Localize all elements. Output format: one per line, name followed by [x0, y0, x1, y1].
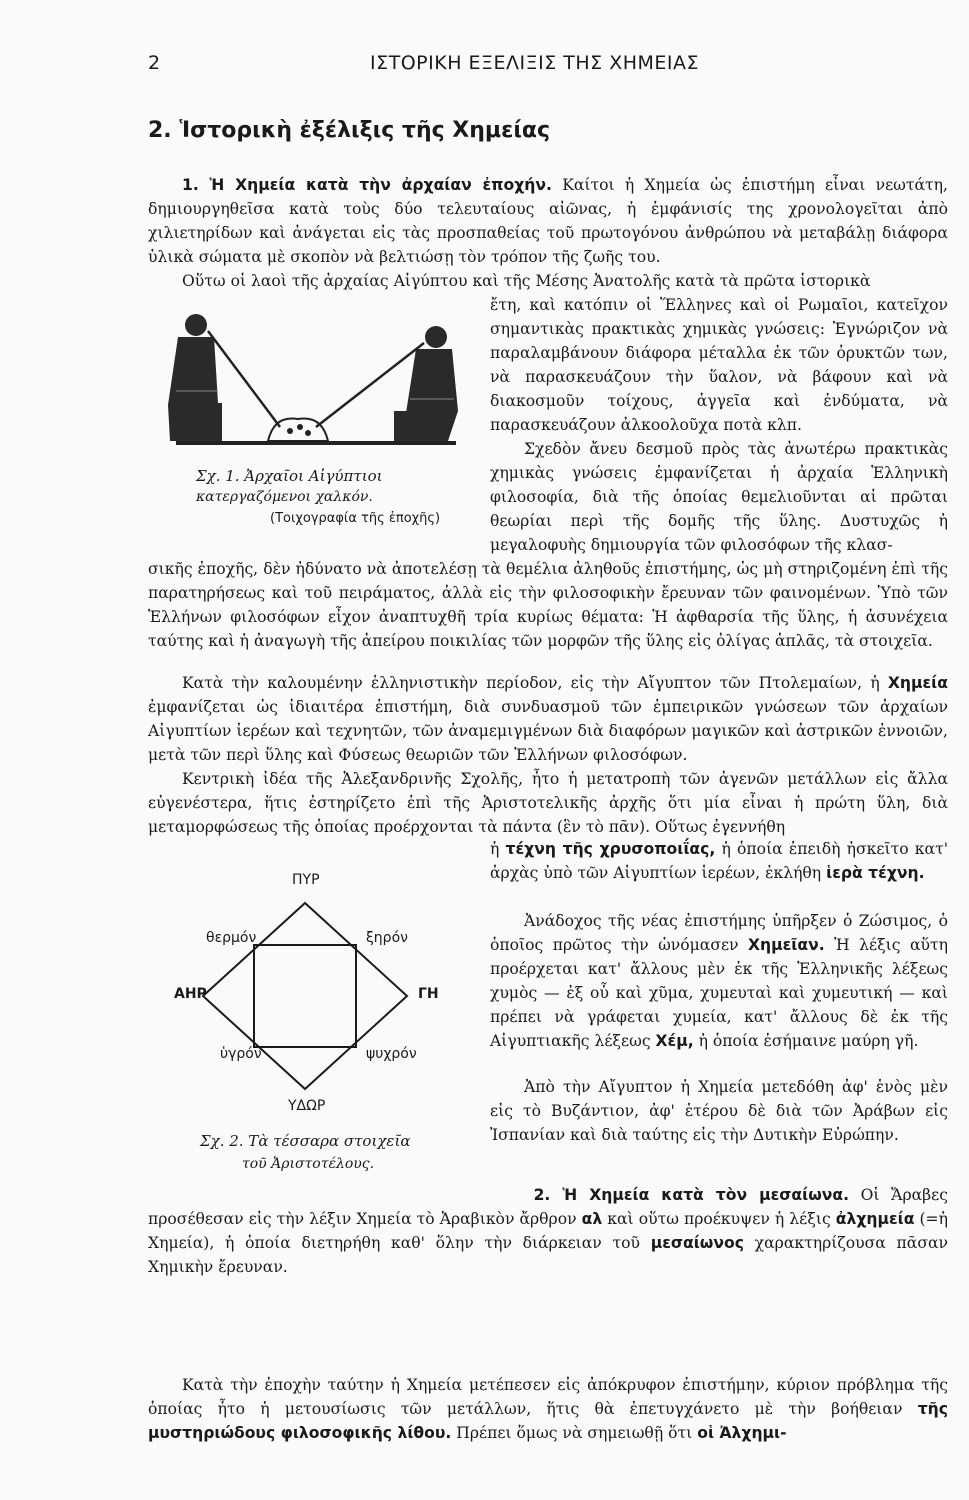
section1-paragraph6	[490, 910, 948, 1053]
section2-heading: 2. Ἡ Χημεία κατὰ τὸν μεσαίωνα.	[533, 1186, 850, 1204]
figure2-caption-line1: Σχ. 2. Τὰ τέσσαρα στοιχεῖα	[200, 1132, 411, 1150]
section2-p2-bold1: τῆς μυστηριώδους φιλοσοφικῆς λίθου.	[148, 1399, 948, 1442]
section1-p6-s1: Ἀνάδοχος τῆς νέας ἐπιστήμης ὑπῆρξεν ὁ Ζώσιμος, ὁ ὁποῖος πρῶτος τὴν ὠνόμασεν	[490, 912, 948, 954]
section2-p2-bold2: οἱ Ἀλχημι-	[697, 1423, 787, 1442]
figure2-quality-hot: θερμόν	[206, 930, 257, 946]
section2-p1-s1: Οἱ Ἄραβες προσέθεσαν εἰς τὴν λέξιν Χημεία τὸ Ἀραβικὸν ἄρθρον	[148, 1186, 948, 1228]
section2-p1-s2: καὶ οὕτω προέκυψεν ἡ λέξις	[607, 1209, 831, 1228]
section1-paragraph5-side	[490, 838, 948, 886]
section1-paragraph2-side: ἔτη, καὶ κατόπιν οἱ Ἕλληνες καὶ οἱ Ρωμαῖοι, κατεῖχον σημαντικὰς πρακτικὰς χημικὰς γνώσεις: Ἐγνώριζον νὰ παραλαμβάνουν διάφορα μέταλλα ἐκ τῶν ὀρυκτῶν των, νὰ παρασκευάζουν τὴν ὕαλον, νὰ βάφουν καὶ νὰ διακοσμοῦν τοίχους, ἀγγεῖα καὶ ἐνδύματα, νὰ παρασκευάζουν ἀλκοολοῦχα ποτὰ κλπ.	[490, 296, 948, 434]
section1-p4-start: Κατὰ τὴν καλουμένην ἑλληνιστικὴν περίοδον, εἰς τὴν Αἴγυπτον τῶν Πτολεμαίων, ἡ	[182, 674, 880, 692]
running-header	[148, 52, 948, 82]
section1-p1-text: Καίτοι ἡ Χημεία ὡς ἐπιστήμη εἶναι νεωτάτη, δημιουργηθεῖσα κατὰ τοὺς δύο τελευταίους αἰῶνας, ἡ ἐμφάνισίς της χρονολογεῖται ἀπὸ χιλιετηρίδων καὶ ἀνάγεται εἰς τὰς προσπαθείας τοῦ πρωτογόνου ἀνθρώπου νὰ μεταβάλῃ διάφορα ὑλικὰ σώματα μὲ σκοπὸν νὰ βελτιώσῃ τὸν τρόπον τῆς ζωῆς του.	[148, 176, 948, 266]
figure1-source-note: (Τοιχογραφία τῆς ἐποχῆς)	[270, 511, 441, 526]
section1-p5-s2: ἡ ὁποία ἐπειδὴ ἠσκεῖτο κατ' ἀρχὰς ὑπὸ τῶν Αἰγυπτίων ἱερέων, ἐκλήθη	[490, 840, 948, 882]
section1-paragraph5-full: Κεντρικὴ ἰδέα τῆς Ἀλεξανδρινῆς Σχολῆς, ἦτο ἡ μετατροπὴ τῶν ἀγενῶν μετάλλων εἰς ἄλλα εὐγενέστερα, ἥτις ἐστηρίζετο ἐπὶ τῆς Ἀριστοτελικῆς ἀρχῆς ὅτι μία εἶναι ἡ πρώτη ὕλη, διὰ μεταμορφώσεως τῆς ὁποίας προέρχονται τὰ πάντα (ἓν τὸ πᾶν). Οὕτως ἐγεννήθη	[148, 770, 948, 836]
chapter-title: 2. Ἱστορικὴ ἐξέλιξις τῆς Χημείας	[148, 118, 551, 143]
section1-p6-s2: Ἡ λέξις αὕτη προέρχεται κατ' ἄλλους μὲν ἐκ τῆς Ἑλληνικῆς λέξεως χυμὸς — ἐξ οὗ καὶ χῦμα, χυμευταὶ καὶ χυμευτική — καὶ πρέπει νὰ γράφεται χυμεία, κατ' ἄλλους δὲ ἐκ τῆς Αἰγυπτιακῆς λέξεως	[490, 935, 948, 1050]
section2-paragraph2	[148, 1374, 948, 1446]
section1-p5-s1: ἡ	[490, 840, 500, 858]
page-number: 2	[148, 52, 161, 74]
section2-paragraph1	[148, 1184, 948, 1280]
figure2-label-fire: ΠΥΡ	[292, 872, 320, 888]
section1-p5-bold1: τέχνη τῆς χρυσοποιΐας,	[505, 840, 716, 858]
figure1-caption-line1: Σχ. 1. Ἀρχαῖοι Αἰγύπτιοι	[196, 467, 383, 485]
section1-p5-bold2: ἱερὰ τέχνη.	[826, 863, 925, 882]
section2-p1-s4: χαρακτηρίζουσα πᾶσαν Χημικὴν ἔρευναν.	[148, 1233, 948, 1276]
section1-p6-bold2: Χέμ,	[655, 1031, 694, 1050]
section1-p4-bold: Χημεία	[887, 674, 948, 692]
figure2-quality-dry: ξηρόν	[366, 930, 408, 946]
figure2-caption-line2: τοῦ Ἀριστοτέλους.	[242, 1156, 375, 1172]
figure2-quality-wet: ὑγρόν	[220, 1046, 262, 1062]
section2-p1-bold2: ἀλχημεία	[835, 1209, 915, 1228]
section1-paragraph7: Ἀπὸ τὴν Αἴγυπτον ἡ Χημεία μετεδόθη ἀφ' ἑνὸς μὲν εἰς τὸ Βυζάντιον, ἀφ' ἑτέρου δὲ διὰ τῶν Ἀράβων εἰς Ἰσπανίαν καὶ διὰ ταύτης εἰς τὴν Δυτικὴν Εὐρώπην.	[490, 1078, 948, 1144]
section1-p6-bold1: Χημεῖαν.	[748, 935, 825, 954]
section1-heading: 1. Ἡ Χημεία κατὰ τὴν ἀρχαίαν ἐποχήν.	[182, 176, 552, 194]
section2-p1-bold1: αλ	[581, 1209, 603, 1228]
section1-paragraph2-line: Οὕτω οἱ λαοὶ τῆς ἀρχαίας Αἰγύπτου καὶ τῆς Μέσης Ἀνατολῆς κατὰ τὰ πρῶτα ἱστορικὰ	[182, 272, 871, 290]
running-title: ΙΣΤΟΡΙΚΗ ΕΞΕΛΙΞΙΣ ΤΗΣ ΧΗΜΕΙΑΣ	[370, 52, 700, 74]
section1-paragraph3-full: σικῆς ἐποχῆς, δὲν ἠδύνατο νὰ ἀποτελέσῃ τὰ θεμέλια ἀληθοῦς ἐπιστήμης, ὡς μὴ στηριζομένη ἐπὶ τῆς παρατηρήσεως καὶ τοῦ πειράματος, ἀλλὰ εἰς τὴν φιλοσοφικὴν ἔρευναν τῶν φαινομένων. Ὑπὸ τῶν Ἑλλήνων φιλοσόφων εἶχον ἀναπτυχθῆ τρία κυρίως θέματα: Ἡ ἀφθαρσία τῆς ὕλης, ἡ ἀσυνέχεια ταύτης καὶ ἡ ἀναγωγὴ τῆς ἀπείρου ποικιλίας τῶν μορφῶν τῆς ὕλης εἰς ὀλίγας ἁπλᾶς, τὰ στοιχεῖα.	[148, 560, 948, 650]
section2-p2-s2: Πρέπει ὅμως νὰ σημειωθῇ ὅτι	[456, 1423, 693, 1442]
figure1-egyptian-metalworkers	[148, 295, 483, 535]
section1-p6-s3: ἡ ὁποία ἐσήμαινε μαύρη γῆ.	[698, 1031, 919, 1050]
section1-p4-end: ἐμφανίζεται ὡς ἰδιαιτέρα ἐπιστήμη, διὰ συνδυασμοῦ τῶν ἐμπειρικῶν γνώσεων τῶν ἀρχαίων Αἰγυπτίων ἱερέων καὶ τεχνητῶν, τῶν ἀναμεμιγμένων διὰ διαφόρων μαγικῶν καὶ ἀστρικῶν ἐννοιῶν, μετὰ τῶν περὶ ὕλης καὶ Φύσεως θεωριῶν τῶν Ἑλλήνων φιλοσόφων.	[148, 697, 948, 764]
figure2-four-elements	[170, 868, 480, 1188]
figure2-label-water: ΥΔΩΡ	[288, 1098, 326, 1114]
section2-p1-bold3: μεσαίωνος	[650, 1233, 744, 1252]
section1-paragraph4	[148, 672, 948, 768]
figure2-label-earth: ΓΗ	[418, 986, 439, 1002]
figure2-label-air: ΑΗΡ	[174, 986, 207, 1002]
section2-p2-s1: Κατὰ τὴν ἐποχὴν ταύτην ἡ Χημεία μετέπεσεν εἰς ἀπόκρυφον ἐπιστήμην, κύριον πρόβλημα τῆς ὁποίας ἦτο ἡ μετουσίωσις τῶν μετάλλων, ἥτις θὰ ἐπετυγχάνετο μὲ τὴν βοήθειαν	[148, 1376, 948, 1418]
section2-p1-s3: (=ἡ Χημεία), ἡ ὁποία διετηρήθη καθ' ὅλην τὴν διάρκειαν τοῦ	[148, 1209, 948, 1252]
section1-paragraph1	[148, 174, 948, 270]
section1-paragraph3-side: Σχεδὸν ἄνευ δεσμοῦ πρὸς τὰς ἀνωτέρω πρακτικὰς χημικὰς γνώσεις ἐμφανίζεται ἡ ἀρχαία Ἑλληνικὴ φιλοσοφία, διὰ τῆς ὁποίας θεμελιοῦνται αἱ πρῶται θεωρίαι περὶ τῆς δομῆς τῆς ὕλης. Δυστυχῶς ἡ μεγαλοφυὴς δημιουργία τῶν φιλοσόφων τῆς κλασ-	[490, 440, 948, 554]
figure1-caption-line2: κατεργαζόμενοι χαλκόν.	[196, 489, 373, 505]
figure2-quality-cold: ψυχρόν	[366, 1046, 417, 1062]
